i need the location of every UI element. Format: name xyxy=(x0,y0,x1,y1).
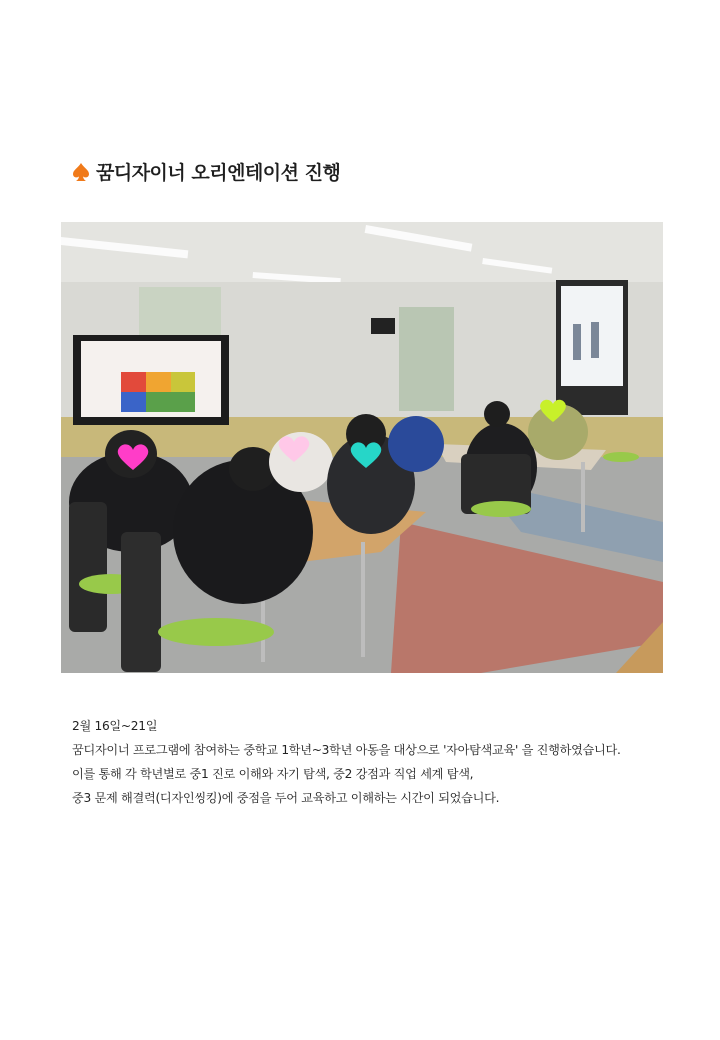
spade-icon xyxy=(72,162,90,182)
section-heading xyxy=(72,158,340,185)
body-line-1: 꿈디자이너 프로그램에 참여하는 중학교 1학년~3학년 아동을 대상으로 '자아탐색교육' 을 진행하였습니다. xyxy=(72,743,621,757)
event-date: 2월 16일~21일 xyxy=(72,719,158,733)
body-line-3: 중3 문제 해결력(디자인씽킹)에 중점을 두어 교육하고 이해하는 시간이 되었습니다. xyxy=(72,791,500,805)
classroom-photo xyxy=(61,222,663,673)
section-title: 꿈디자이너 오리엔테이션 진행 xyxy=(96,162,341,184)
body-text xyxy=(72,714,672,810)
body-line-2: 이를 통해 각 학년별로 중1 진로 이해와 자기 탐색, 중2 강점과 직업 세계 탐색, xyxy=(72,767,474,781)
